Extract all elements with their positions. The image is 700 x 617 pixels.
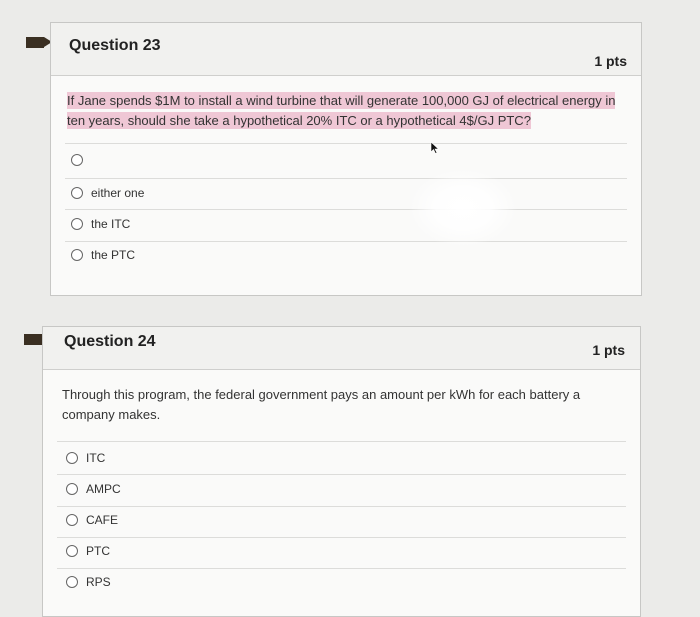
option-label: the ITC	[91, 217, 131, 231]
question-23-text-highlight: If Jane spends $1M to install a wind turbine that will generate 100,000 GJ of electrical energy in ten years, should she take a hypothetical 20% ITC or a hypothetical 4$/GJ PTC?	[67, 93, 616, 128]
radio-button[interactable]	[66, 514, 78, 526]
q23-option-3[interactable]	[71, 217, 130, 231]
option-label: the PTC	[91, 248, 136, 262]
bookmark-flag-icon[interactable]	[26, 37, 44, 48]
question-23-text	[67, 91, 627, 131]
question-23-card	[50, 22, 642, 296]
q24-option-cafe[interactable]	[66, 513, 118, 527]
radio-button[interactable]	[66, 576, 78, 588]
question-24-text: Through this program, the federal government pays an amount per kWh for each battery a company makes.	[62, 387, 581, 422]
question-23-header	[51, 23, 641, 76]
q24-option-ampc[interactable]	[66, 482, 121, 496]
radio-button[interactable]	[71, 154, 83, 166]
option-label: ITC	[86, 451, 106, 465]
mouse-cursor-icon	[430, 142, 440, 154]
radio-button[interactable]	[66, 452, 78, 464]
question-24-card	[42, 326, 641, 617]
radio-button[interactable]	[71, 249, 83, 261]
q23-option-2[interactable]	[71, 186, 144, 200]
q24-option-itc[interactable]	[66, 451, 105, 465]
q23-option-1[interactable]	[71, 154, 91, 166]
radio-button[interactable]	[66, 545, 78, 557]
bookmark-flag-icon[interactable]	[24, 334, 42, 345]
option-label: either one	[91, 186, 145, 200]
radio-button[interactable]	[71, 218, 83, 230]
q24-option-ptc[interactable]	[66, 544, 110, 558]
question-23-points: 1 pts	[594, 53, 627, 69]
question-24-title: Question 24	[64, 333, 156, 350]
question-24-header	[43, 327, 640, 370]
option-label: RPS	[86, 575, 111, 589]
question-23-title: Question 23	[69, 37, 161, 54]
radio-button[interactable]	[66, 483, 78, 495]
question-24-points: 1 pts	[592, 342, 625, 358]
option-label: AMPC	[86, 482, 121, 496]
option-label: PTC	[86, 544, 110, 558]
radio-button[interactable]	[71, 187, 83, 199]
option-label: CAFE	[86, 513, 119, 527]
screen-glare	[408, 168, 518, 248]
q24-option-rps[interactable]	[66, 575, 111, 589]
q23-option-4[interactable]	[71, 248, 135, 262]
